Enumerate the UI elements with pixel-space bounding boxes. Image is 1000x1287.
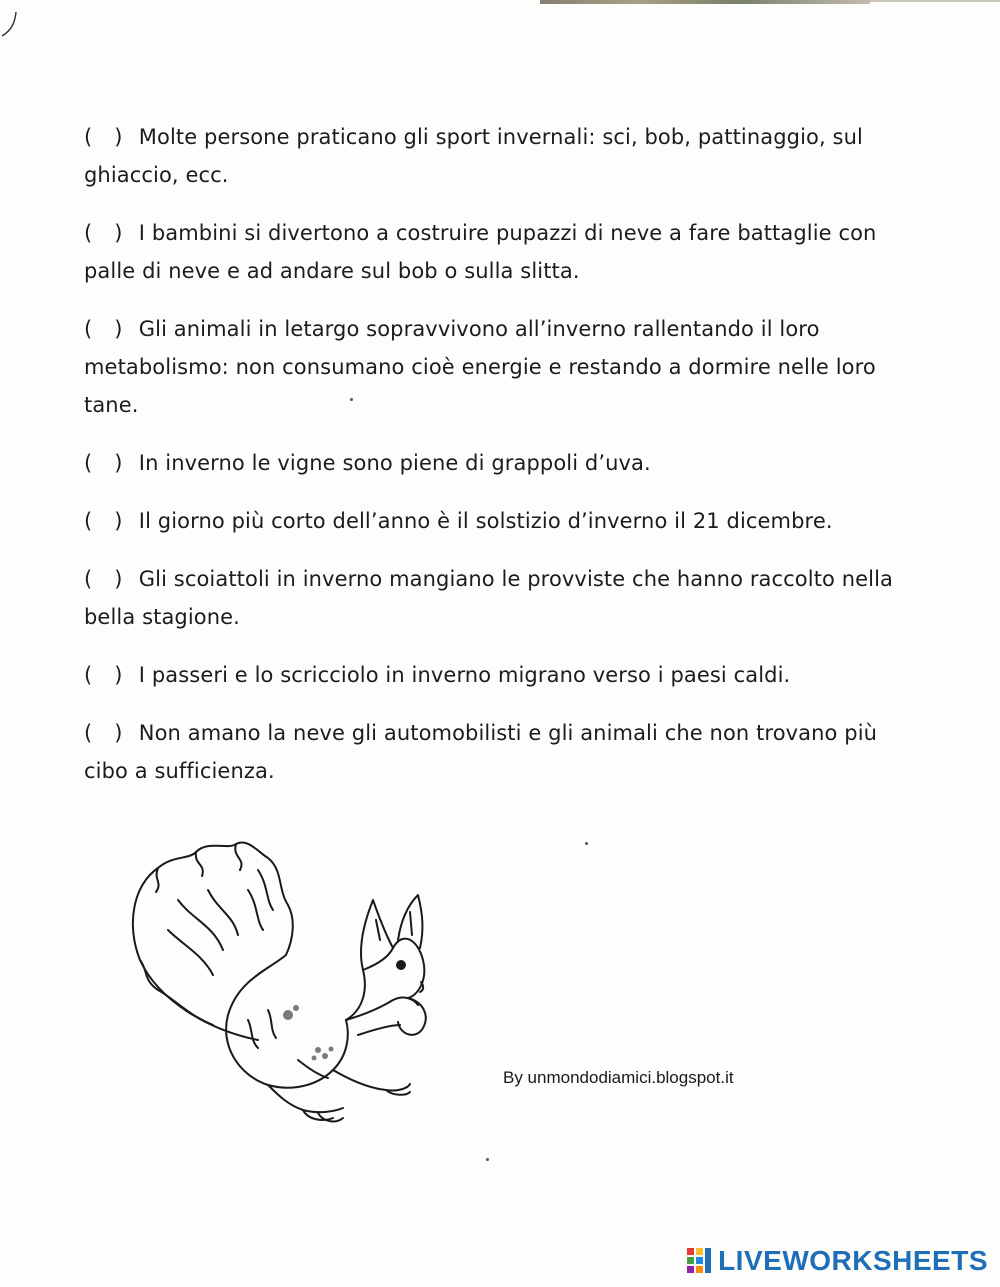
statement-text: I bambini si divertono a costruire pupazzi di neve a fare battaglie con palle di neve e ad andare sul bob o sulla slitta.	[84, 221, 877, 283]
statement-item	[84, 714, 924, 790]
liveworksheets-logo-icon	[686, 1246, 712, 1276]
answer-brackets[interactable]: ( )	[84, 221, 123, 245]
paper-speck	[585, 842, 588, 845]
corner-pen-mark	[0, 12, 20, 38]
statement-text: Gli animali in letargo sopravvivono all’inverno rallentando il loro metabolismo: non consumano cioè energie e restando a dormire nelle loro tane.	[84, 317, 876, 417]
statement-text: I passeri e lo scricciolo in inverno migrano verso i paesi caldi.	[138, 663, 791, 687]
paper-speck	[486, 1158, 489, 1161]
brand-name: LIVEWORKSHEETS	[718, 1245, 988, 1276]
credit-text: By unmondodiamici.blogspot.it	[503, 1068, 734, 1087]
paper-speck	[350, 398, 353, 401]
answer-brackets[interactable]: ( )	[84, 317, 123, 341]
statement-text: Molte persone praticano gli sport invernali: sci, bob, pattinaggio, sul ghiaccio, ecc.	[84, 125, 863, 187]
top-edge-line	[870, 0, 1000, 2]
statement-item	[84, 656, 924, 694]
statement-item	[84, 214, 924, 290]
squirrel-icon	[118, 830, 448, 1130]
liveworksheets-brand[interactable]	[686, 1243, 988, 1279]
answer-brackets[interactable]: ( )	[84, 663, 123, 687]
statement-item	[84, 502, 924, 540]
statement-item	[84, 310, 924, 424]
statement-item	[84, 444, 924, 482]
answer-brackets[interactable]: ( )	[84, 451, 123, 475]
answer-brackets[interactable]: ( )	[84, 509, 123, 533]
statement-item	[84, 560, 924, 636]
top-photo-edge	[540, 0, 870, 4]
statement-text: Il giorno più corto dell’anno è il solstizio d’inverno il 21 dicembre.	[138, 509, 833, 533]
statement-text: In inverno le vigne sono piene di grappoli d’uva.	[138, 451, 651, 475]
answer-brackets[interactable]: ( )	[84, 125, 123, 149]
statement-item	[84, 118, 924, 194]
answer-brackets[interactable]: ( )	[84, 721, 123, 745]
statement-text: Gli scoiattoli in inverno mangiano le provviste che hanno raccolto nella bella stagione.	[84, 567, 894, 629]
statement-text: Non amano la neve gli automobilisti e gli animali che non trovano più cibo a sufficienza.	[84, 721, 878, 783]
statement-list	[84, 118, 924, 790]
answer-brackets[interactable]: ( )	[84, 567, 123, 591]
